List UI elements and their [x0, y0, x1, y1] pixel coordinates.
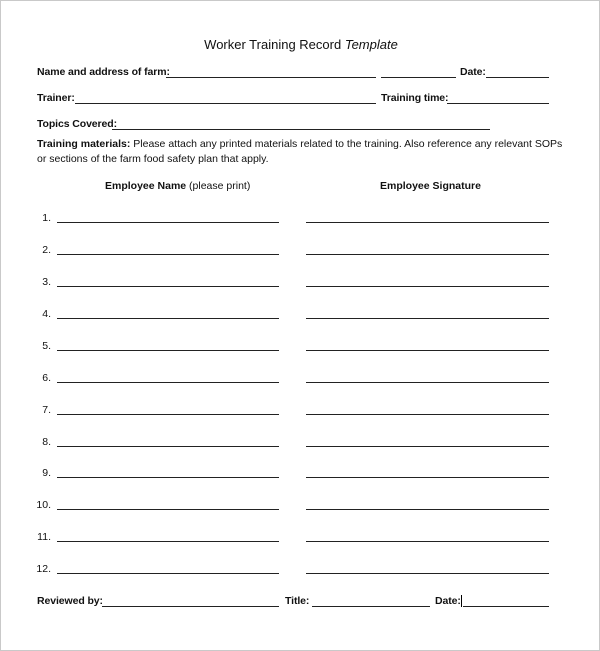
- employee-signature-header: [380, 180, 481, 192]
- employee-signature-field[interactable]: [306, 318, 549, 319]
- row-number: 9.: [42, 467, 51, 479]
- employee-name-label: Employee Name: [105, 180, 187, 192]
- training-time-label: Training time:: [381, 92, 449, 104]
- title-italic: Template: [344, 37, 398, 52]
- farm-address-field[interactable]: [381, 77, 456, 78]
- trainer-label: Trainer:: [37, 92, 75, 104]
- farm-name-field[interactable]: [166, 77, 376, 78]
- employee-name-field[interactable]: [57, 446, 279, 447]
- training-time-field[interactable]: [447, 103, 549, 104]
- trainer-field[interactable]: [75, 103, 376, 104]
- employee-signature-field[interactable]: [306, 286, 549, 287]
- employee-signature-field[interactable]: [306, 414, 549, 415]
- row-number: 7.: [42, 404, 51, 416]
- title-label: Title:: [285, 595, 310, 607]
- employee-signature-field[interactable]: [306, 254, 549, 255]
- employee-signature-field[interactable]: [306, 477, 549, 478]
- row-number: 5.: [42, 340, 51, 352]
- row-number: 8.: [42, 436, 51, 448]
- training-materials-note: [37, 137, 567, 166]
- date-label: Date:: [460, 66, 486, 78]
- employee-name-field[interactable]: [57, 350, 279, 351]
- text-cursor: [461, 595, 462, 607]
- row-number: 12.: [36, 563, 51, 575]
- title-field[interactable]: [312, 606, 430, 607]
- employee-name-field[interactable]: [57, 318, 279, 319]
- date-field[interactable]: [486, 77, 549, 78]
- employee-name-field[interactable]: [57, 477, 279, 478]
- row-number: 11.: [37, 531, 51, 543]
- employee-signature-field[interactable]: [306, 350, 549, 351]
- topics-field[interactable]: [112, 129, 490, 130]
- employee-signature-field[interactable]: [306, 509, 549, 510]
- employee-name-field[interactable]: [57, 222, 279, 223]
- employee-signature-field[interactable]: [306, 573, 549, 574]
- row-number: 3.: [42, 276, 51, 288]
- row-number: 4.: [42, 308, 51, 320]
- row-number: 2.: [42, 244, 51, 256]
- farm-label: Name and address of farm:: [37, 66, 170, 78]
- employee-name-field[interactable]: [57, 382, 279, 383]
- employee-name-field[interactable]: [57, 414, 279, 415]
- page-title: [1, 37, 600, 52]
- employee-signature-field[interactable]: [306, 222, 549, 223]
- reviewed-by-label: Reviewed by:: [37, 595, 103, 607]
- employee-signature-field[interactable]: [306, 382, 549, 383]
- footer-date-label: Date:: [435, 595, 461, 607]
- training-materials-label: Training materials:: [37, 138, 131, 150]
- employee-signature-field[interactable]: [306, 446, 549, 447]
- employee-name-hint: (please print): [189, 180, 251, 192]
- employee-signature-label: Employee Signature: [380, 180, 481, 192]
- reviewed-by-field[interactable]: [102, 606, 279, 607]
- employee-name-field[interactable]: [57, 509, 279, 510]
- employee-name-field[interactable]: [57, 286, 279, 287]
- training-materials-text: Please attach any printed materials related to the training. Also reference any relevant SOPs or sections of the farm food safety plan that apply.: [37, 138, 563, 165]
- row-number: 10.: [36, 499, 51, 511]
- row-number: 1.: [42, 212, 51, 224]
- row-number: 6.: [42, 372, 51, 384]
- employee-name-header: [105, 180, 250, 192]
- topics-label: Topics Covered:: [37, 118, 117, 130]
- employee-signature-field[interactable]: [306, 541, 549, 542]
- footer-date-field[interactable]: [463, 606, 549, 607]
- employee-name-field[interactable]: [57, 541, 279, 542]
- title-main: Worker Training Record: [204, 37, 342, 52]
- employee-name-field[interactable]: [57, 254, 279, 255]
- employee-name-field[interactable]: [57, 573, 279, 574]
